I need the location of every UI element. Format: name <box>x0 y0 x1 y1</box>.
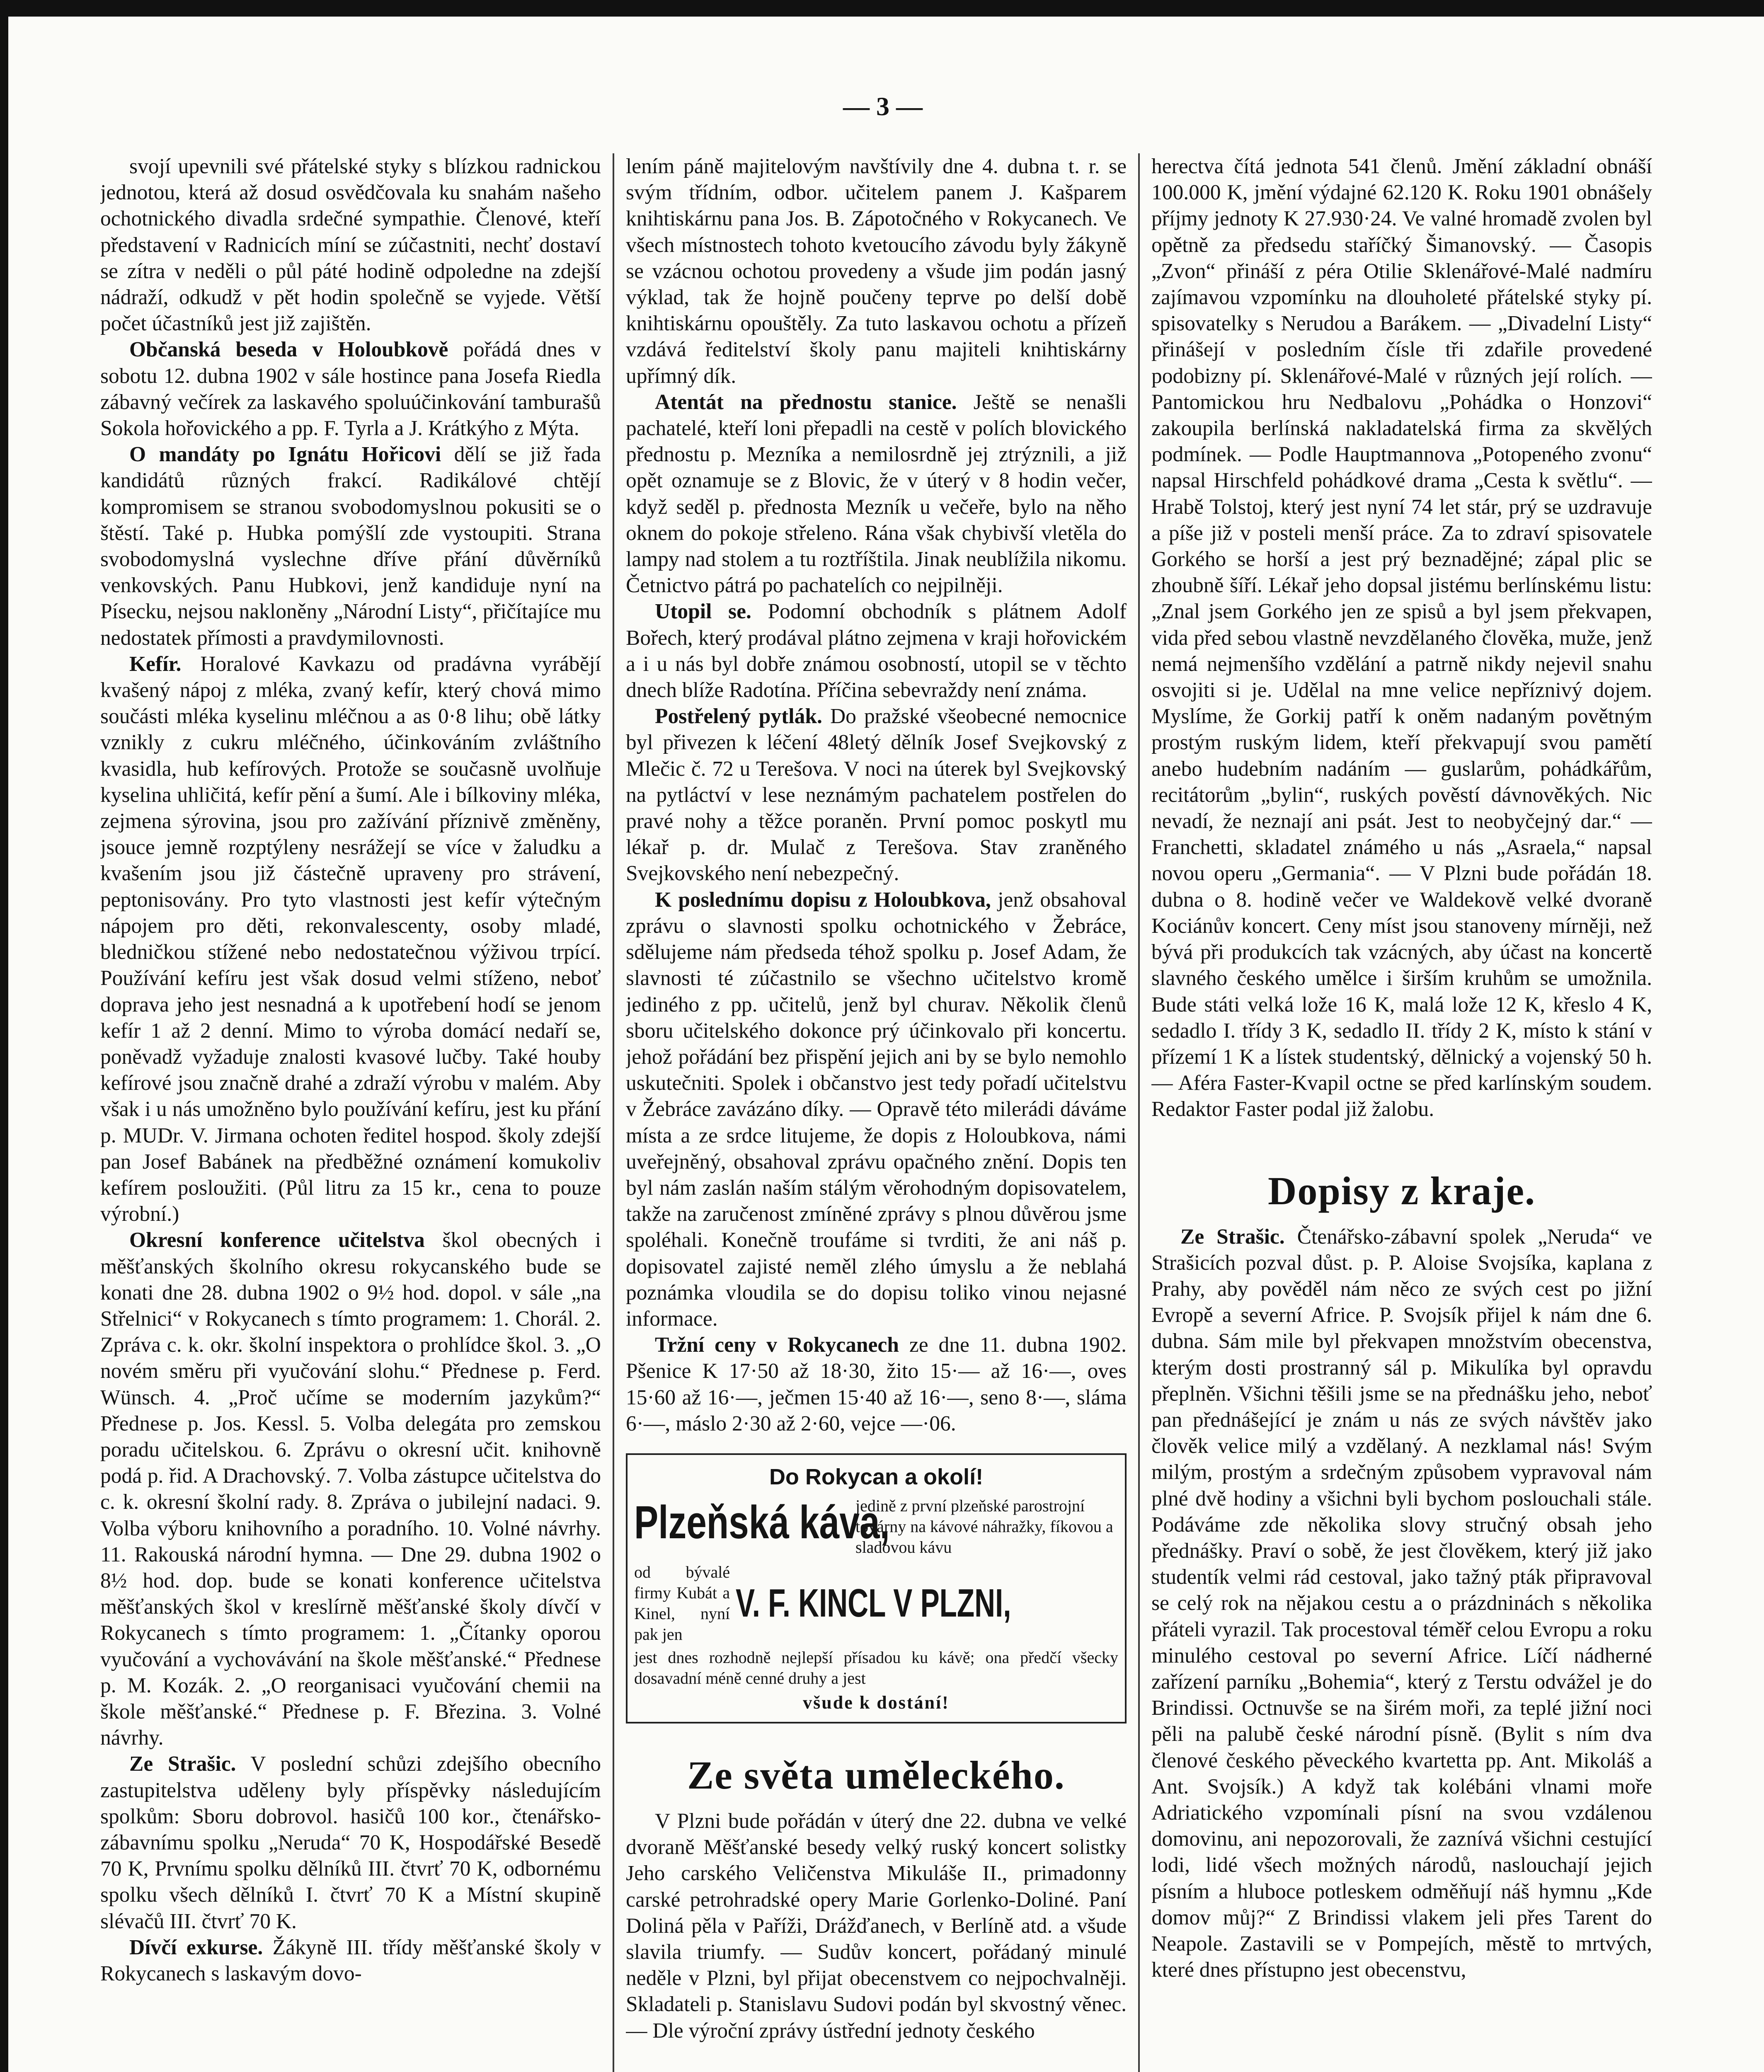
article-heading: Ze Strašic. <box>129 1752 236 1776</box>
ad-note: jedině z první plzeňské parostrojní továrny na kávové náhražky, fíkovou a sladovou kávu <box>855 1496 1113 1556</box>
column-2-art <box>626 1808 1127 2044</box>
article-text: ze dne 11. dubna 1902. Pšenice K 17·50 až 18·30, žito 15·— až 16·—, oves 15·60 až 16·—, ječmen 15·40 až 16·—, seno 8·—, sláma 6·—, máslo 2·30 až 2·60, vejce —·06. <box>626 1333 1127 1435</box>
article-heading: Ze Strašic. <box>1180 1225 1285 1249</box>
column-rule-2 <box>1138 153 1140 2072</box>
article-text: Čtenářsko-zábavní spolek „Neruda“ ve Strašicích pozval důst. p. P. Aloise Svojsíka, kaplana z Prahy, aby pověděl nám něco ze svých cest po jižní Evropě a severní Africe. P. Svojsík přijel k nám dne 6. dubna. Sám mile byl překvapen množstvím obecenstva, kterým dosti prostranný sál p. Mikulíka byl opravdu přeplněn. Všichni těšili jsme se na přednášku jeho, neboť pan přednášející je znám u nás ze svých návštěv jako člověk velice milý a vzdělaný. A nezklamal nás! Svým milým, prostým a srdečným způsobem vypravoval nám plné dvě hodiny a všichni byli bychom poslouchali stále. Podáváme zde několika slovy stručný obsah jeho přednášky. Praví o sobě, že jest člověkem, který již jako studentík velmi rád cestoval, jako tažný pták připravoval se celý rok na nějakou cestu a o prázdninách s několika přáteli vyrazil. Tak procestoval téměř celou Evropu a roku minulého cestoval po severní Africe. Líčí nádherné zařízení parníku „Bohemia“, který z Terstu odvážel je do Brindissi. Octnuvše se na širém moři, za teplé jižní noci pěli na palubě české národní písně. (Bylit s ním dva členové českého pěveckého kvartetta pp. Ant. Mikoláš a Ant. Svojsík.) A když tak kolébáni vlnami moře Adriatického vzpomínali písní na svou vzdálenou domovinu, ani nepozorovali, že zaznívá všichni cestující lodi, lidé všech možných národů, naslouchají jejich písním a hluboce potleskem odměňují náš hymnu „Kde domov můj?“ Z Brindissi vlakem jeli přes Tarent do Neapole. Zastavili se v Pompejích, městě to mrtvých, které dnes přístupno jest obecenstvu, <box>1151 1225 1652 1982</box>
article-text: jenž obsahoval zprávu o slavnosti spolku ochotnického v Žebráce, sdělujeme nám předseda téhož spolku p. Josef Adam, že slavnosti té zúčastnilo se všechno učitelstvo kromě jediného z pp. učitelů, jenž byl churav. Několik členů sboru učitelského dokonce prý účinkovalo při koncertu. jehož pořádání bez přispění jejich ani by se bylo nemohlo uskutečniti. Spolek i občanstvo jest tedy pořadí učitelstvu v Žebráce zavázáno díky. — Opravě této milerádi dáváme místa a ze srdce litujeme, že dopis z Holoubkova, námi uveřejněný, obsahoval zprávu opačného znění. Dopis ten byl nám zaslán naším stálým věrohodným dopisovatelem, takže na zaručenost zmíněné zprávy s plnou důvěrou jsme spoléhali. Konečně troufáme si tvrditi, že ani náš p. dopisovatel zajisté neměl zlého úmyslu a že neblahá poznámka vloudila se do dopisu toliko vinou nejasné informace. <box>626 888 1127 1331</box>
article-paragraph <box>100 1751 601 1934</box>
article-heading: Utopil se. <box>655 600 751 624</box>
article-paragraph <box>626 389 1127 599</box>
column-3-art-cont <box>1151 153 1652 1123</box>
ad-former-firm: od bývalé firmy Kubát a Kinel, nyní pak jen <box>634 1562 730 1644</box>
article-paragraph <box>100 441 601 651</box>
article-paragraph <box>626 887 1127 1332</box>
article-paragraph <box>626 703 1127 886</box>
scan-border-left <box>0 0 8 2072</box>
article-text: Ještě se nenašli pachatelé, kteří loni přepadli na cestě v polích blovického přednostu p. Mezníka a nemilosrdně jej ztrýznili, a již opět oznamuje se z Blovic, že v úterý v 8 hodin večer, když seděl p. přednosta Mezník u večeře, bylo na něho oknem do pokoje střeleno. Rána však chybivší vletěla do lampy nad stolem a tu roztříštila. Jinak neublížila nikomu. Četnictvo pátrá po pachatelích co nejpilněji. <box>626 390 1127 598</box>
article-text: V poslední schůzi zdejšího obecního zastupitelstva uděleny byly příspěvky následujícím spolkům: Sboru dobrovol. hasičů 100 kor., čtenářsko-zábavnímu spolku „Neruda“ 70 K, Hospodářské Besedě 70 K, Prvnímu spolku dělníků III. čtvrť 70 K, odbornému spolku všech dělníků I. čtvrť 70 K a Místní skupině slévačů III. čtvrť 70 K. <box>100 1752 601 1933</box>
article-paragraph <box>626 153 1127 389</box>
article-text: svojí upevnili své přátelské styky s blízkou radnickou jednotou, která až dosud osvědčovala ku snahám našeho ochotnického divadla srdečné sympathie. Členové, kteří představení v Radnicích míní se zúčastniti, nechť dostaví se zítra v neděli o půl páté hodině odpoledne na zdejší nádraží, odkudž v pět hodin společně se vyjede. Větší počet účastníků jest již zajištěn. <box>100 155 601 336</box>
column-rule-1 <box>613 153 614 2072</box>
advertisement <box>626 1453 1127 1723</box>
article-paragraph <box>100 153 601 336</box>
article-paragraph <box>1151 1224 1652 1983</box>
article-text: V Plzni bude pořádán v úterý dne 22. dubna ve velké dvoraně Měšťanské besedy velký ruský koncert solistky Jeho carského Veličenstva Mikuláše II., primadonny carské petrohradské opery Marie Gorlenko-Doliné. Paní Doliná pěla v Paříži, Drážďanech, v Berlíně atd. a všude slavila triumfy. — Sudův koncert, pořádaný minulé neděle v Plzni, byl přijat obecenstvem co nejpochvalněji. Skladateli p. Stanislavu Sudovi podán byl skvostný věnec. — Dle výroční zprávy ústřední jednoty českého <box>626 1809 1127 2043</box>
column-1 <box>100 153 601 2072</box>
page-number: — 3 — <box>843 92 923 121</box>
ad-headline: Do Rokycan a okolí! <box>769 1464 984 1489</box>
article-paragraph <box>626 1332 1127 1437</box>
ad-company: V. F. KINCL V PLZNI, <box>736 1581 1011 1625</box>
article-heading: Okresní konference učitelstva <box>129 1228 425 1252</box>
article-text: Horalové Kavkazu od pradávna vyrábějí kvašený nápoj z mléka, zvaný kefír, který chová mimo součásti mléka kyselinu mléčnou a as 0·8 lihu; obě látky vznikly z cukru mléčného, účinkováním zvláštního kvasidla, hub kefírových. Protože se současně uvolňuje kyselina uhličitá, kefír pění a šumí. Ale i bílkoviny mléka, zejmena sýrovina, jsou pro zažívání příznivě změněny, jsouce jemně rozptýleny nesrážejí se více v žaludku a kvašením jsou již částečně upraveny pro strávení, peptonisovány. Pro tyto vlastnosti jest kefír výtečným nápojem pro děti, rekonvalescenty, osoby mladé, bledničkou stížené nebo nedostatečnou výživou trpící. Používání kefíru jest však dosud velmi stíženo, neboť doprava jeho jest nesnadná a k upotřebení hodí se jenom kefír 1 až 2 denní. Mimo to výroba domácí nedaří se, poněvadž vyžaduje znalosti kvasové lučby. Také houby kefírové jsou značně drahé a zdraží výrobu v malém. Aby však i u nás umožněno bylo používání kefíru, jest ku přání p. MUDr. V. Jirmana ochoten ředitel hospod. školy zdejší pan Josef Babánek na předběžné oznámení komukoliv kefírem posloužiti. (Půl litru za 15 kr., cena to pouze výrobní.) <box>100 652 601 1226</box>
ad-footer: všude k dostání! <box>803 1692 950 1713</box>
article-paragraph <box>100 1934 601 1987</box>
column-3 <box>1151 153 1652 2072</box>
article-text: lením páně majitelovým navštívily dne 4. dubna t. r. se svým třídním, odbor. učitelem panem J. Kašparem knihtiskárnu pana Jos. B. Zápotočného v Rokycanech. Ve všech místnostech tohoto kvetoucího závodu byly žákyně se vzácnou ochotou provedeny a všude jim podán jasný výklad, tak že hojně poučeny teprve po delší době knihtiskárnu opouštěly. Za tuto laskavou ochotu a přízeň vzdává ředitelství školy panu majiteli knihtiskárny upřímný dík. <box>626 155 1127 388</box>
article-text: herectva čítá jednota 541 členů. Jmění základní obnáší 100.000 K, jmění výdajné 62.120 K. Roku 1901 obnášely příjmy jednoty K 27.930·24. Ve valné hromadě zvolen byl opětně za předsedu staříčký Šimanovský. — Časopis „Zvon“ přináší z péra Otilie Sklenářové-Malé nadmíru zajímavou vzpomínku na dlouholeté přátelské styky pí. spisovatelky s Nerudou a Barákem. — „Divadelní Listy“ přinášejí v posledním čísle tři zdařile provedené podobizny pí. Sklenářové-Malé v různých její rolích. — Pantomickou hru Nedbalovu „Pohádka o Honzovi“ zakoupila berlínská nakladatelská firma za skvělých podmínek. — Podle Hauptmannova „Potopeného zvonu“ napsal Hirschfeld pohádkové drama „Cesta k světlu“. — Hrabě Tolstoj, který jest nyní 74 let stár, prý se uzdravuje a píše již v posteli menší práce. Za to zdraví spisovatele Gorkého se horší a jest prý beznadějné; zápal plic se zhoubně šíří. Lékař jeho dopsal jistému berlínskému listu: „Znal jsem Gorkého jen ze spisů a byl jsem překvapen, vida před sebou vlastně nevzdělaného člověka, muže, jenž nemá nejmenšího vzdělání a patrně nikdy nejevil snahu osvojiti si je. Udělal na mne velice nepříznivý dojem. Myslíme, že Gorkij patří k oněm nadaným povětným prostým ruským lidem, kteří překvapují svou pamětí anebo hudebním nadáním — guslarům, pohádkářům, recitátorům „bylin“, ruských pověstí dávnověkých. Nic nevadí, že neznají ani psát. Jest to neobyčejný dar.“ — Franchetti, skladatel známého u nás „Asraela,“ napsal novou operu „Germania“. — V Plzni bude pořádán 18. dubna o 8. hodině večer ve Waldekově velké dvoraně Kociánův koncert. Ceny míst jsou stanoveny mírněji, než bývá při produkcích tak vzácných, aby účast na koncertě slavného českého umělce i širším kruhům se umožnila. Bude státi velká lože 16 K, malá lože 12 K, křeslo 4 K, sedadlo I. třídy 3 K, sedadlo II. třídy 2 K, místo k stání v přízemí 1 K a lístek studentský, dělnický a vojenský 50 h. — Aféra Faster-Kvapil octne se před karlínským soudem. Redaktor Faster podal již žalobu. <box>1151 155 1652 1121</box>
article-text: Podomní obchodník s plátnem Adolf Bořech, který prodával plátno zejmena v kraji hořovickém a i u nás byl dobře známou osobností, utopil se v těchto dnech blíže Radotína. Příčina sebevraždy není známa. <box>626 600 1127 702</box>
column-3-country <box>1151 1224 1652 1983</box>
ad-text: jest dnes rozhodně nejlepší přísadou ku kávě; ona předčí všecky dosavadní méně cenné druhy a jest <box>634 1648 1118 1687</box>
article-heading: Tržní ceny v Rokycanech <box>655 1333 899 1357</box>
article-paragraph <box>100 336 601 441</box>
article-text: dělí se již řada kandidátů různých frakcí. Radikálové chtějí kompromisem se stranou svobodomyslnou pokusiti se o štěstí. Také p. Hubka pomýšlí zde vystoupiti. Strana svobodomyslná vyslechne dříve přání důvěrníků venkovských. Panu Hubkovi, jenž kandiduje nyní na Písecku, nejsou nakloněny „Národní Listy“, přičítajíce mu nedostatek přímosti a pravdymilovnosti. <box>100 443 601 650</box>
article-text: Do pražské všeobecné nemocnice byl přivezen k léčení 48letý dělník Josef Svejkovský z Mlečic č. 72 u Terešova. V noci na úterek byl Svejkovský na pytláctví v lese neznámým pachatelem postřelen do pravé nohy a těžce poraněn. První pomoc poskytl mu lékař p. dr. Mulač z Terešova. Stav zraněného Svejkovského není nebezpečný. <box>626 704 1127 886</box>
article-paragraph <box>1151 153 1652 1123</box>
article-text: škol obecných i měšťanských školního okresu rokycanského bude se konati dne 28. dubna 1902 o 9½ hod. dopol. v sále „na Střelnici“ v Rokycanech s tímto programem: 1. Chorál. 2. Zpráva c. k. okr. školní inspektora o prohlídce škol. 3. „O novém směru při vyučování slohu.“ Přednese p. Ferd. Wünsch. 4. „Proč učíme se moderním jazykům?“ Přednese p. Jos. Kessl. 5. Volba delegáta pro zemskou poradu učitelskou. 6. Zprávu o okresní učit. knihovně podá p. řid. A Drachovský. 7. Volba zástupce učitelstva do c. k. okresní školní rady. 8. Zpráva o jubilejní nadaci. 9. Volba výboru knihovního a poradního. 10. Volné návrhy. 11. Rakouská národní hymna. — Dne 29. dubna 1902 o 8½ hod. dop. bude se konati konference učitelstva měšťanských škol v kreslírně měšťanské školy dívčí v Rokycanech s tímto programem: 1. „Čítanky oporou vyučování a vychovávání na škole měšťanské.“ Přednese p. M. Kozák. 2. „O reorganisaci vyučování chemii na škole měšťanské.“ Přednese p. F. Březina. 3. Volné návrhy. <box>100 1228 601 1750</box>
column-2-news <box>626 153 1127 1437</box>
scan-border-top <box>0 0 1764 17</box>
article-heading: Postřelený pytlák. <box>655 704 822 729</box>
ad-brand: Plzeňská káva, <box>634 1496 890 1548</box>
article-paragraph <box>100 651 601 1227</box>
article-paragraph <box>100 1227 601 1751</box>
article-heading: Občanská beseda v Holoubkově <box>129 338 448 362</box>
section-title-country: Dopisy z kraje. <box>1268 1168 1536 1213</box>
section-title-art: Ze světa uměleckého. <box>687 1752 1065 1797</box>
article-text: pořádá dnes v sobotu 12. dubna 1902 v sále hostince pana Josefa Riedla zábavný večírek za laskavého spoluúčinkování tamburašů Sokola hořovického a pp. F. Tyrla a J. Krátkýho z Mýta. <box>100 338 601 441</box>
column-2 <box>626 153 1127 2072</box>
article-paragraph <box>626 1808 1127 2044</box>
article-heading: K poslednímu dopisu z Holoubkova, <box>655 888 991 912</box>
article-text: Žákyně III. třídy měšťanské školy v Rokycanech s laskavým dovo- <box>100 1935 601 1986</box>
article-paragraph <box>626 598 1127 703</box>
article-heading: Dívčí exkurse. <box>129 1935 263 1959</box>
article-heading: O mandáty po Ignátu Hořicovi <box>129 443 441 467</box>
article-heading: Atentát na přednostu stanice. <box>655 390 957 414</box>
article-heading: Kefír. <box>129 652 182 676</box>
